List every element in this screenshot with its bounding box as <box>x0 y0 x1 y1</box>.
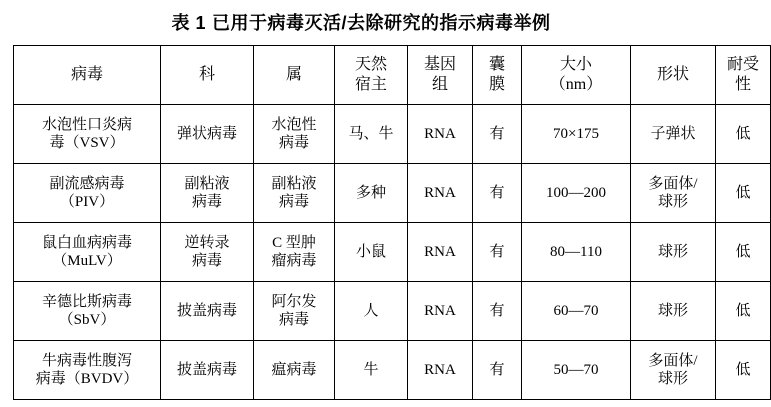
cell-tolerance: 低 <box>716 164 771 223</box>
header-genus: 属 <box>254 46 335 105</box>
cell-virus: 牛病毒性腹泻 病毒（BVDV） <box>14 341 161 400</box>
table-header-row <box>14 46 771 105</box>
cell-shape: 球形 <box>631 223 716 282</box>
table-head <box>14 46 771 105</box>
cell-genus: 副粘液 病毒 <box>254 164 335 223</box>
cell-size: 70×175 <box>522 105 631 164</box>
cell-genus: 阿尔发 病毒 <box>254 282 335 341</box>
cell-envelope: 有 <box>473 223 522 282</box>
cell-size: 80—110 <box>522 223 631 282</box>
table-container <box>0 45 759 400</box>
cell-genome: RNA <box>408 105 473 164</box>
cell-family: 副粘液 病毒 <box>161 164 254 223</box>
cell-shape: 球形 <box>631 282 716 341</box>
cell-host: 多种 <box>335 164 408 223</box>
table-row <box>14 223 771 282</box>
cell-tolerance: 低 <box>716 282 771 341</box>
cell-genus: C 型肿 瘤病毒 <box>254 223 335 282</box>
indicator-virus-table <box>13 45 771 400</box>
cell-virus: 辛德比斯病毒 （SbV） <box>14 282 161 341</box>
header-natural-host: 天然 宿主 <box>335 46 408 105</box>
table-caption-text: 已用于病毒灭活/去除研究的指示病毒举例 <box>212 13 551 33</box>
cell-shape: 多面体/ 球形 <box>631 341 716 400</box>
cell-genome: RNA <box>408 341 473 400</box>
header-virus: 病毒 <box>14 46 161 105</box>
header-tolerance: 耐受 性 <box>716 46 771 105</box>
table-body <box>14 105 771 400</box>
cell-host: 牛 <box>335 341 408 400</box>
cell-size: 60—70 <box>522 282 631 341</box>
cell-tolerance: 低 <box>716 341 771 400</box>
cell-host: 人 <box>335 282 408 341</box>
cell-envelope: 有 <box>473 105 522 164</box>
cell-genome: RNA <box>408 164 473 223</box>
table-caption-number: 表 1 <box>171 13 206 33</box>
cell-host: 小鼠 <box>335 223 408 282</box>
header-size: 大小 （nm） <box>522 46 631 105</box>
cell-envelope: 有 <box>473 341 522 400</box>
header-envelope: 囊 膜 <box>473 46 522 105</box>
cell-family: 披盖病毒 <box>161 341 254 400</box>
table-row <box>14 341 771 400</box>
cell-virus: 副流感病毒 （PIV） <box>14 164 161 223</box>
cell-genus: 水泡性 病毒 <box>254 105 335 164</box>
header-family: 科 <box>161 46 254 105</box>
table-caption <box>0 0 722 45</box>
cell-family: 逆转录 病毒 <box>161 223 254 282</box>
cell-envelope: 有 <box>473 164 522 223</box>
cell-size: 50—70 <box>522 341 631 400</box>
table-row <box>14 105 771 164</box>
cell-family: 弹状病毒 <box>161 105 254 164</box>
table-row <box>14 282 771 341</box>
cell-genus: 瘟病毒 <box>254 341 335 400</box>
cell-envelope: 有 <box>473 282 522 341</box>
header-shape: 形状 <box>631 46 716 105</box>
table-row <box>14 164 771 223</box>
cell-shape: 多面体/ 球形 <box>631 164 716 223</box>
cell-tolerance: 低 <box>716 223 771 282</box>
cell-family: 披盖病毒 <box>161 282 254 341</box>
cell-virus: 水泡性口炎病 毒（VSV） <box>14 105 161 164</box>
cell-size: 100—200 <box>522 164 631 223</box>
cell-genome: RNA <box>408 282 473 341</box>
cell-host: 马、牛 <box>335 105 408 164</box>
cell-genome: RNA <box>408 223 473 282</box>
cell-shape: 子弹状 <box>631 105 716 164</box>
cell-virus: 鼠白血病病毒 （MuLV） <box>14 223 161 282</box>
header-genome: 基因 组 <box>408 46 473 105</box>
cell-tolerance: 低 <box>716 105 771 164</box>
